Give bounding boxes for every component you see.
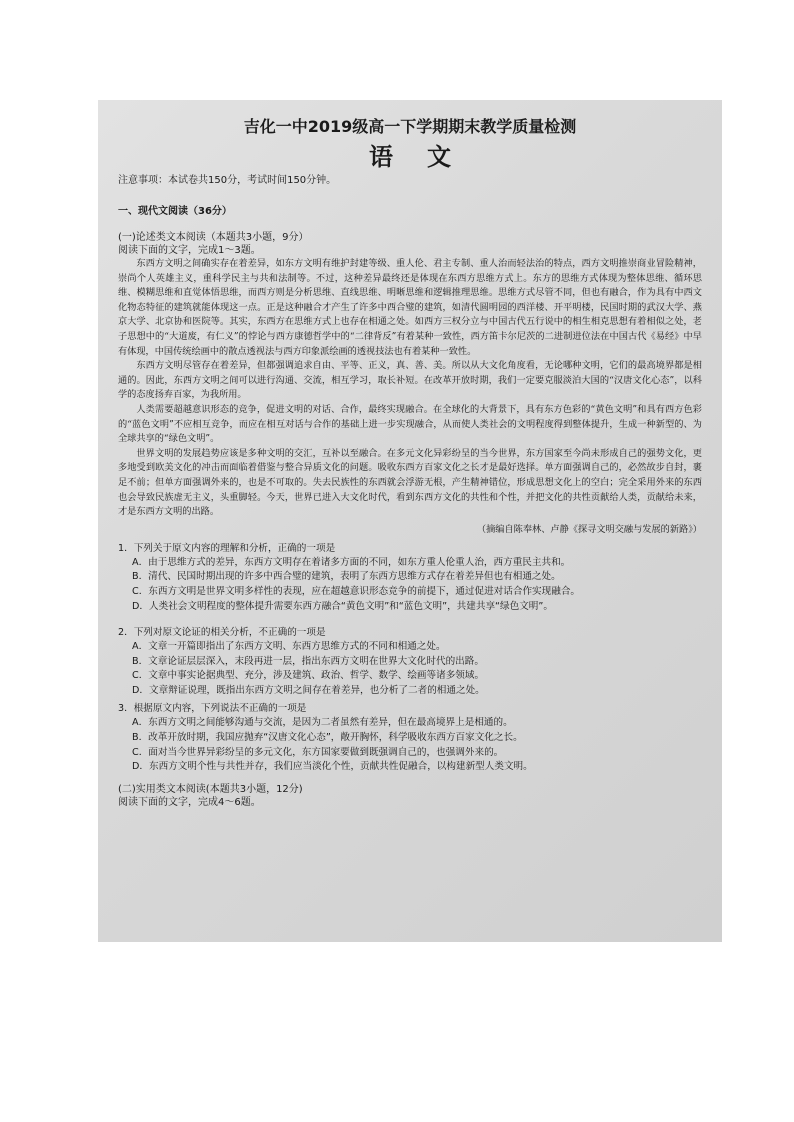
question-stem: 1．下列关于原文内容的理解和分析，正确的一项是 <box>118 542 336 554</box>
notice: 注意事项：本试卷共150分，考试时间150分钟。 <box>118 175 337 186</box>
part1-instruction: 阅读下面的文字，完成1～3题。 <box>118 245 261 256</box>
question-option: C．文章中事实论据典型、充分，涉及建筑、政治、哲学、数学、绘画等诸多领域。 <box>132 670 485 682</box>
question-option: C．面对当今世界异彩纷呈的多元文化，东方国家要做到既强调自己的，也强调外来的。 <box>132 746 504 758</box>
exam-title: 吉化一中2019级高一下学期期末教学质量检测 <box>243 117 577 136</box>
passage-paragraph: 人类需要超越意识形态的竞争，促进文明的对话、合作，最终实现融合。在全球化的大背景下，具有东方色彩的“黄色文明”和具有西方色彩的“蓝色文明”不应相互竞争，而应在相互对话与合作的基础上进一步实现融合，从而使人类社会的文明程度得到整体提升，生成一种新型的、为全球共享的“绿色文明”。 <box>118 403 702 445</box>
subject-title: 语文 <box>369 143 485 171</box>
question-stem: 2．下列对原文论证的相关分析，不正确的一项是 <box>118 626 326 638</box>
question-option: D．文章辩证说理，既指出东西方文明之间存在着差异，也分析了二者的相通之处。 <box>132 685 485 697</box>
question-option: B．清代、民国时期出现的许多中西合璧的建筑，表明了东西方思维方式存在着差异但也有相通之处。 <box>132 571 561 583</box>
question-option: A．文章一开篇即指出了东西方文明、东西方思维方式的不同和相通之处。 <box>132 640 446 652</box>
section-heading: 一、现代文阅读（36分） <box>118 206 232 217</box>
question-stem: 3．根据原文内容，下列说法不正确的一项是 <box>118 703 307 715</box>
question-option: B．文章论证层层深入，末段再进一层，指出东西方文明在世界大文化时代的出路。 <box>132 655 484 667</box>
passage-paragraph: 世界文明的发展趋势应该是多种文明的交汇，互补以至融合。在多元文化异彩纷呈的当今世界，东方国家至今尚未形成自己的强势文化，更多地受到欧美文化的冲击而面临着借鉴与整合异质文化的问题。吸收东西方百家文化之长才是最好选择。单方面强调自己的，必然故步自封，裹足不前；但单方面强调外来的，也是不可取的。失去民族性的东西就会浮游无根，产生精神错位，形成思想文化上的空白；完全采用外来的东西也会导致民族虚无主义，头重脚轻。今天，世界已进入大文化时代，看到东西方文化的共性和个性，并把文化的共性贡献给人类，贡献给未来，才是东西方文明的出路。 <box>118 447 702 518</box>
passage-source: （摘编自陈奉林、卢静《探寻文明交融与发展的新路》） <box>476 523 702 535</box>
question-option: A．由于思维方式的差异，东西方文明存在着诸多方面的不同，如东方重人伦重人治，西方重民主共和。 <box>132 556 571 568</box>
question-option: A．东西方文明之间能够沟通与交流，是因为二者虽然有差异，但在最高境界上是相通的。 <box>132 717 513 729</box>
question-option: D．东西方文明个性与共性并存，我们应当淡化个性，贡献共性促融合，以构建新型人类文明。 <box>132 761 533 773</box>
exam-page-photo <box>98 100 722 942</box>
part1-heading: (一)论述类文本阅读（本题共3小题，9分） <box>118 232 309 243</box>
question-option: C．东西方文明是世界文明多样性的表现，应在超越意识形态竞争的前提下，通过促进对话合作实现融合。 <box>132 586 581 598</box>
question-option: D．人类社会文明程度的整体提升需要东西方融合“黄色文明”和“蓝色文明”，共建共享“绿色文明”。 <box>132 601 553 613</box>
passage-paragraph: 东西方文明尽管存在着差异，但都强调追求自由、平等、正义，真、善、美。所以从大文化角度看，无论哪种文明，它们的最高境界都是相通的。因此，东西方文明之间可以进行沟通、交流，相互学习，取长补短。在改革开放时期，我们一定要克服淡泊大国的“汉唐文化心态”，以科学的态度扬弃百家，为我所用。 <box>118 360 702 401</box>
part2-heading: (二)实用类文本阅读(本题共3小题，12分) <box>118 784 303 796</box>
part2-instruction: 阅读下面的文字，完成4～6题。 <box>118 797 261 809</box>
question-option: B．改革开放时期，我国应抛弃“汉唐文化心态”，敞开胸怀，科学吸收东西方百家文化之长。 <box>132 731 523 743</box>
passage-paragraph: 东西方文明之间确实存在着差异，如东方文明有维护封建等级、重人伦、君主专制、重人治而轻法治的特点，西方文明推崇商业冒险精神，崇尚个人英雄主义，重科学民主与共和法制等。不过，这种差异最终还是体现在东西方思维方式上。东方的思维方式体现为整体思维、循环思维、模糊思维和直觉体悟思维，而西方则是分析思维、直线思维、明晰思维和逻辑推理思维。思维方式尽管不同，但也有融合，作为具有中西文化物态特征的建筑就能体现这一点。正是这种融合才产生了许多中西合璧的建筑，如清代圆明园的西洋楼、开平明楼，民国时期的武汉大学、燕京大学、北京协和医院等。其实，东西方在思维方式上也存在相通之处。如西方三权分立与中国古代五行说中的相生相克思想有着相似之处，老子思想中的“大道废，有仁义”的悖论与西方康德哲学中的“二律背反”有着某种一致性，西方笛卡尔尼茨的二进制进位法在中国古代《易经》中早有体现，中国传统绘画中的散点透视法与西方印象派绘画的透视技法也有着某种一致性。 <box>118 258 702 357</box>
